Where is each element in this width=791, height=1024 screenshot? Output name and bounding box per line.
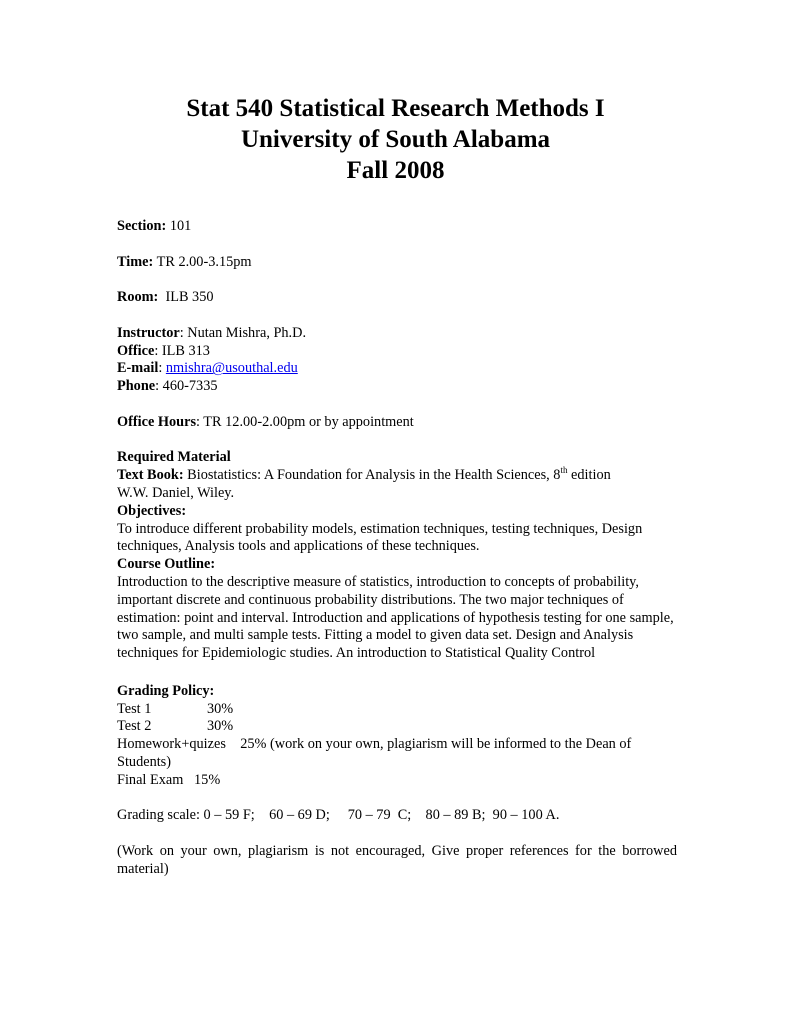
office-line — [117, 343, 677, 361]
grading-final: Final Exam 15% — [117, 771, 221, 788]
room-label: Room: — [117, 289, 159, 306]
grading-scale: Grading scale: 0 – 59 F; 60 – 69 D; 70 – 79 C; 80 – 89 B; 90 – 100 A. — [117, 807, 560, 824]
time-value: TR 2.00-3.15pm — [153, 253, 252, 270]
textbook-title: Biostatistics: A Foundation for Analysis in the Health Sciences, 8 — [183, 467, 561, 484]
office-value: : ILB 313 — [154, 342, 210, 359]
objectives-text: To introduce different probability models, estimation techniques, testing techniques, Design techniques, Analysis tools and applications of these techniques. — [117, 520, 643, 555]
grading-homework: Homework+quizes 25% (work on your own, plagiarism will be informed to the Dean of Students) — [117, 736, 635, 770]
email-sep: : — [158, 360, 166, 377]
room-value: ILB 350 — [158, 289, 214, 306]
phone-label: Phone — [117, 378, 156, 395]
time-label: Time: — [117, 253, 154, 270]
semester: Fall 2008 — [346, 157, 445, 184]
textbook-label: Text Book: — [117, 467, 184, 484]
test1-name: Test 1 — [117, 700, 152, 717]
test1-pct: 30% — [207, 700, 234, 717]
required-material-heading: Required Material — [117, 449, 231, 466]
office-hours-line — [117, 414, 677, 432]
grading-test1 — [117, 701, 677, 719]
grading-heading: Grading Policy: — [117, 682, 215, 699]
textbook-edition-sup: th — [560, 465, 568, 476]
section-label: Section: — [117, 218, 167, 234]
syllabus-body — [117, 218, 677, 878]
time-line — [117, 254, 677, 272]
objectives-heading: Objectives: — [117, 502, 187, 519]
section-line — [117, 218, 677, 236]
textbook-edition: edition — [567, 467, 611, 484]
instructor-label: Instructor — [117, 324, 180, 341]
course-outline-heading: Course Outline: — [117, 556, 216, 573]
test2-pct: 30% — [207, 718, 234, 735]
email-line — [117, 360, 677, 378]
room-line — [117, 289, 677, 307]
email-link[interactable]: nmishra@usouthal.edu — [165, 360, 298, 377]
university-name: University of South Alabama — [240, 126, 551, 153]
email-label: E-mail — [117, 360, 159, 377]
course-title: Stat 540 Statistical Research Methods I — [186, 95, 605, 122]
phone-value: : 460-7335 — [155, 378, 218, 395]
office-hours-label: Office Hours — [117, 413, 197, 430]
textbook-line — [117, 467, 677, 485]
section-value: 101 — [166, 218, 192, 234]
test2-name: Test 2 — [117, 718, 152, 735]
office-label: Office — [117, 342, 155, 359]
grading-test2 — [117, 718, 677, 736]
instructor-value: : Nutan Mishra, Ph.D. — [179, 324, 307, 341]
textbook-author: W.W. Daniel, Wiley. — [117, 484, 235, 501]
course-outline-text: Introduction to the descriptive measure of statistics, introduction to concepts of probability, important discrete and continuous probability distributions. The two major techniques of estimation: point and interval. Introduction and applications of hypothesis testing for one sample, two sample, and multi sample tests. Fitting a model to given data set. Design and Analysis techniques for Epidemiologic studies. An introduction to Statistical Quality Control — [117, 573, 674, 662]
instructor-line — [117, 325, 677, 343]
phone-line — [117, 378, 677, 396]
plagiarism-note: (Work on your own, plagiarism is not encouraged, Give proper references for the borrowed material) — [117, 842, 677, 877]
office-hours-value: : TR 12.00-2.00pm or by appointment — [196, 413, 414, 430]
document-title — [0, 93, 791, 186]
